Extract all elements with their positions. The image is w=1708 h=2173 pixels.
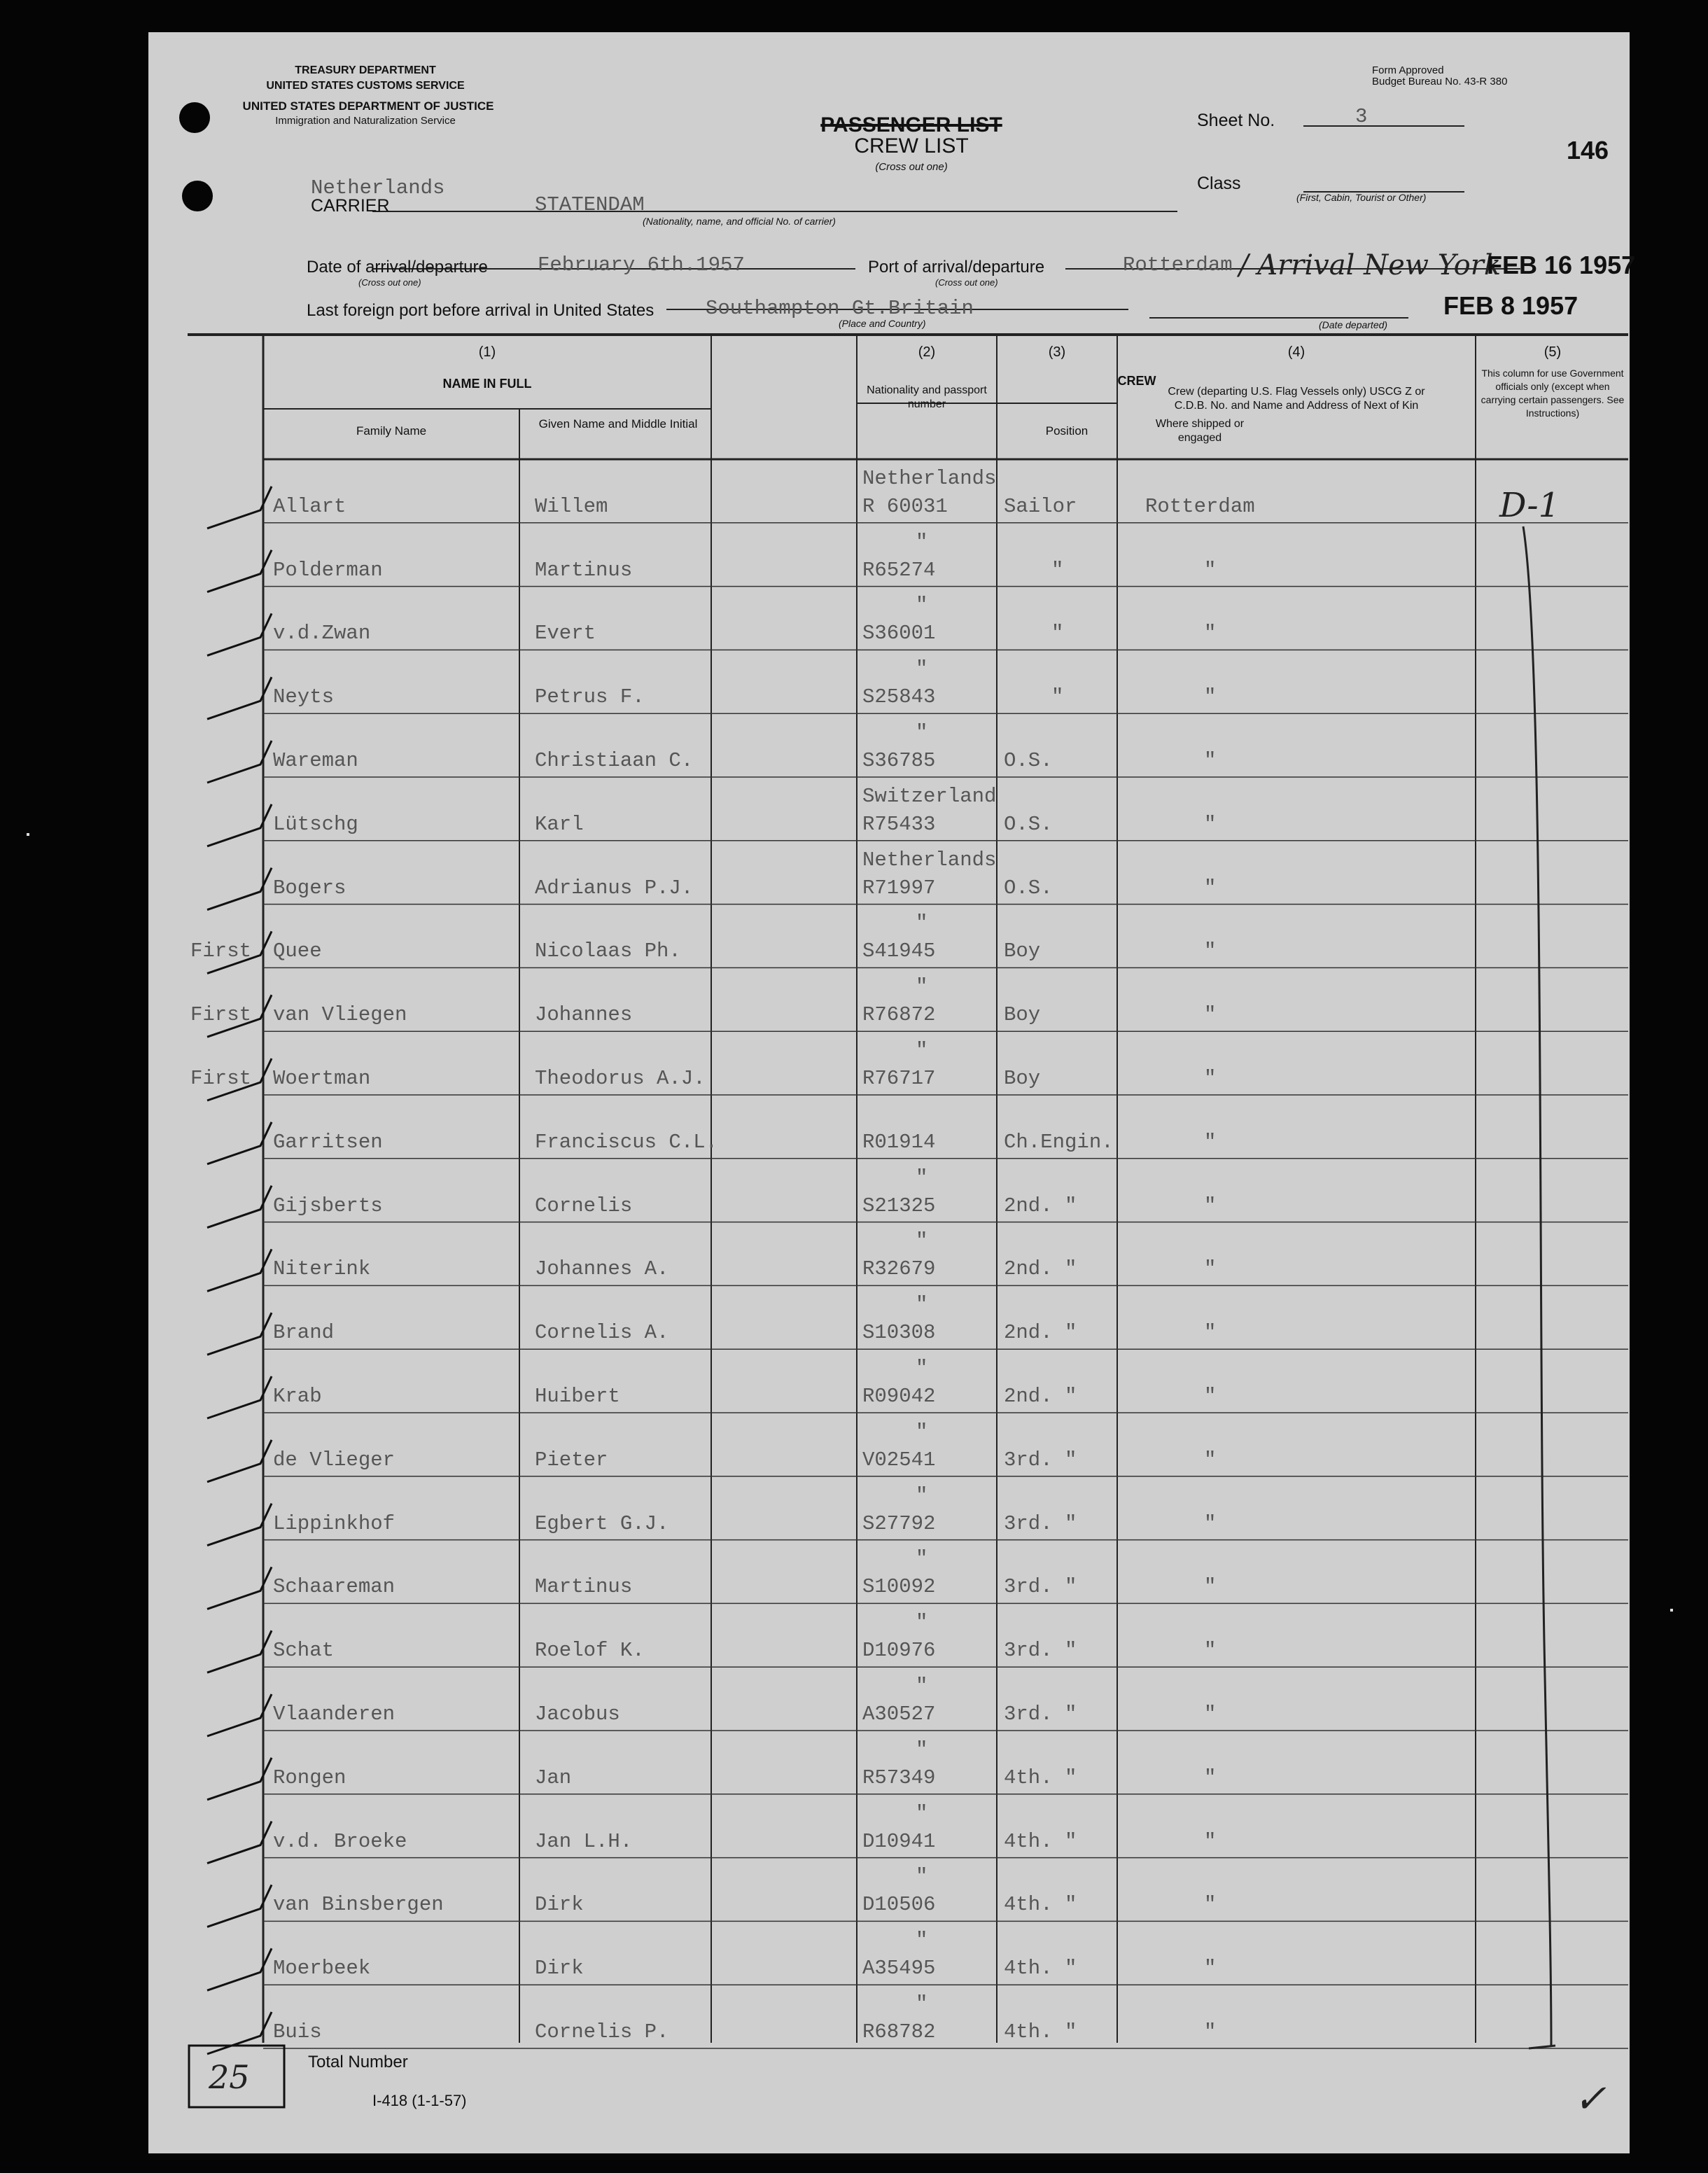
tick-mark [207,1440,272,1482]
given-name: Martinus [535,558,633,582]
nationality: Netherlands [862,848,997,872]
crew-position: Boy [1004,1003,1041,1027]
dept-justice: UNITED STATES DEPARTMENT OF JUSTICE [242,99,494,113]
nationality: " [916,911,928,935]
where-shipped: " [1204,2020,1217,2043]
tick-mark [207,1186,272,1228]
given-name: Jan L.H. [535,1829,633,1853]
family-name: Vlaanderen [273,1703,396,1726]
passport-number: R01914 [862,1130,936,1154]
given-name: Martinus [535,1575,633,1599]
passport-number: S10308 [862,1321,936,1345]
last-port-hint: (Place and Country) [839,318,926,329]
where-shipped: " [1204,1639,1217,1663]
where-shipped: " [1204,1957,1217,1980]
family-name: van Vliegen [273,1003,407,1027]
total-count: 25 [209,2058,250,2096]
where-shipped: " [1204,1067,1217,1090]
date-label: Date of arrival/departure [307,258,488,277]
date-departed-hint: (Date departed) [1319,319,1388,330]
page-number: 146 [1567,136,1609,165]
last-port-label: Last foreign port before arrival in United States [307,301,654,320]
family-name-header: Family Name [356,424,427,438]
nationality: " [916,657,928,681]
passport-number: D10976 [862,1639,936,1663]
where-shipped: " [1204,1511,1217,1535]
col1-title: NAME IN FULL [442,377,532,391]
check-mark: ✓ [1574,2076,1606,2122]
tick-mark [207,1504,272,1546]
nationality-header: Nationality and passport number [867,384,987,410]
nationality: " [916,1229,928,1253]
family-name: Niterink [273,1257,371,1281]
sheet-number: 3 [1355,105,1368,128]
family-name: van Binsbergen [273,1893,444,1917]
where-shipped: " [1204,1575,1217,1599]
crew-position: 2nd. " [1004,1194,1077,1217]
where-shipped-header: Where shipped or engaged [1155,418,1245,444]
dept-ins: Immigration and Naturalization Service [275,115,456,127]
crew-list-form [148,32,1636,2153]
tick-mark [207,1376,272,1418]
where-shipped: " [1204,1321,1217,1345]
passport-number: A30527 [862,1703,936,1726]
where-shipped: " [1204,749,1217,772]
family-name: Schaareman [273,1575,396,1599]
family-name: Gijsberts [273,1194,383,1217]
crew-header: CREW [1117,374,1156,388]
row-prefix: First [190,1067,252,1090]
tick-mark [207,1885,272,1927]
nationality: " [916,530,928,554]
nationality: " [916,1293,928,1317]
passport-number: A35495 [862,1957,936,1980]
sheet-label: Sheet No. [1197,111,1275,130]
tick-mark [207,613,272,655]
crew-position: Boy [1004,939,1041,963]
crew-position: O.S. [1004,876,1053,900]
where-shipped: Rotterdam [1145,494,1255,518]
family-name: Garritsen [273,1130,383,1154]
where-shipped: " [1204,1257,1217,1281]
given-name: Franciscus C.L. [535,1130,718,1154]
given-name: Christiaan C. [535,749,694,772]
tick-mark [207,550,272,592]
passport-number: D10941 [862,1829,936,1853]
tick-mark [207,1567,272,1609]
tick-mark [207,868,272,910]
family-name: Brand [273,1321,335,1345]
dept-customs: UNITED STATES CUSTOMS SERVICE [266,80,465,92]
where-shipped: " [1204,1703,1217,1726]
form-approved: Form Approved [1372,64,1444,76]
passport-number: S36785 [862,749,936,772]
passport-number: S10092 [862,1575,936,1599]
crew-position: 3rd. " [1004,1703,1077,1726]
class-hint: (First, Cabin, Tourist or Other) [1296,192,1427,203]
given-name: Willem [535,494,608,518]
tick-mark [207,1313,272,1355]
passport-number: S21325 [862,1194,936,1217]
where-shipped: " [1204,1003,1217,1027]
given-name: Dirk [535,1893,584,1917]
family-name: Krab [273,1385,322,1408]
passport-number: S25843 [862,685,936,709]
passport-number: R 60031 [862,494,948,518]
crew-position: 3rd. " [1004,1511,1077,1535]
given-name: Nicolaas Ph. [535,939,681,963]
port-label: Port of arrival/departure [868,258,1045,277]
given-name: Petrus F. [535,685,645,709]
given-name: Evert [535,622,596,645]
nationality: " [916,1801,928,1825]
family-name: Allart [273,494,346,518]
family-name: de Vlieger [273,1448,396,1472]
nationality: " [916,594,928,617]
carrier-nationality: Netherlands [311,176,445,200]
passport-number: R71997 [862,876,936,900]
col1-number: (1) [478,344,496,360]
crew-position: 4th. " [1004,1957,1077,1980]
given-name-header: Given Name and Middle Initial [538,417,698,431]
family-name: Quee [273,939,322,963]
tick-mark [207,1822,272,1864]
official-use-header: This column for use Government officials only (except when carrying certain passengers. See Instructions) [1480,368,1625,419]
crew-position: O.S. [1004,812,1053,836]
nationality: " [916,1611,928,1635]
given-name: Cornelis P. [535,2020,669,2043]
tick-mark [207,1122,272,1164]
where-shipped: " [1204,622,1217,645]
crew-position: O.S. [1004,749,1053,772]
where-shipped: " [1204,1130,1217,1154]
tick-mark [207,1249,272,1291]
nationality: " [916,1039,928,1062]
nationality: " [916,1738,928,1761]
nationality: " [916,1420,928,1444]
port-hint: (Cross out one) [935,277,998,288]
nationality: " [916,1483,928,1507]
carrier-name: STATENDAM [535,193,645,216]
tick-mark [207,487,272,529]
crew-position: 3rd. " [1004,1639,1077,1663]
port-value: Rotterdam [1123,253,1233,277]
class-label: Class [1197,174,1241,193]
family-name: Lütschg [273,812,358,836]
form-number: I-418 (1-1-57) [372,2092,467,2109]
passport-number: R65274 [862,558,936,582]
given-name: Roelof K. [535,1639,645,1663]
crew-position: Ch.Engin. [1004,1130,1114,1154]
form-title: CREW LIST [854,134,969,158]
struck-title: PASSENGER LIST [820,113,1002,137]
crew-position: 4th. " [1004,1893,1077,1917]
title-hint: (Cross out one) [875,161,948,173]
family-name: Schat [273,1639,335,1663]
arrival-handwritten: / Arrival New York [1239,249,1502,281]
passport-number: D10506 [862,1893,936,1917]
nationality: " [916,1675,928,1698]
crew-position: Boy [1004,1067,1041,1090]
where-shipped: " [1204,558,1217,582]
crew-position: 2nd. " [1004,1321,1077,1345]
given-name: Cornelis [535,1194,633,1217]
crew-position: 2nd. " [1004,1257,1077,1281]
family-name: Wareman [273,749,358,772]
nationality: " [916,1166,928,1189]
where-shipped: " [1204,876,1217,900]
dept-treasury: TREASURY DEPARTMENT [295,64,436,76]
nationality: " [916,1865,928,1889]
tick-mark [207,804,272,846]
family-name: Buis [273,2020,322,2043]
nationality: " [916,721,928,744]
scan-speck [27,833,29,836]
passport-number: R68782 [862,2020,936,2043]
tick-mark [207,741,272,783]
date-value: February 6th.1957 [538,253,745,277]
where-shipped: " [1204,939,1217,963]
given-name: Dirk [535,1957,584,1980]
where-shipped: " [1204,1893,1217,1917]
given-name: Pieter [535,1448,608,1472]
family-name: Neyts [273,685,335,709]
passport-number: S36001 [862,622,936,645]
given-name: Cornelis A. [535,1321,669,1345]
where-shipped: " [1204,812,1217,836]
crew-position: 3rd. " [1004,1448,1077,1472]
passport-number: R32679 [862,1257,936,1281]
crew-position: Sailor [1004,494,1077,518]
crew-position: 3rd. " [1004,1575,1077,1599]
family-name: Moerbeek [273,1957,371,1980]
crew-position: 2nd. " [1004,1385,1077,1408]
given-name: Adrianus P.J. [535,876,694,900]
where-shipped: " [1204,1448,1217,1472]
row-prefix: First [190,939,252,963]
family-name: Woertman [273,1067,371,1090]
passport-number: R09042 [862,1385,936,1408]
col4-number: (4) [1287,344,1306,360]
crew-position: " [1051,558,1064,582]
where-shipped: " [1204,685,1217,709]
nationality: " [916,1992,928,2015]
date-hint: (Cross out one) [358,277,421,288]
nationality: " [916,1929,928,1952]
given-name: Jacobus [535,1703,620,1726]
position-header: Position [1045,424,1088,438]
total-label: Total Number [308,2053,408,2071]
given-name: Theodorus A.J. [535,1067,706,1090]
family-name: Polderman [273,558,383,582]
scan-speck [1670,1609,1673,1612]
given-name: Egbert G.J. [535,1511,669,1535]
tick-mark [207,1758,272,1800]
carrier-label: CARRIER [311,196,390,216]
family-name: Lippinkhof [273,1511,396,1535]
given-name: Johannes [535,1003,633,1027]
where-shipped: " [1204,1385,1217,1408]
official-annotation: D-1 [1499,486,1560,525]
passport-number: V02541 [862,1448,936,1472]
crew-position: 4th. " [1004,1829,1077,1853]
family-name: Rongen [273,1766,346,1789]
given-name: Karl [535,812,584,836]
where-shipped: " [1204,1194,1217,1217]
col2-number: (2) [918,344,936,360]
crew-position: 4th. " [1004,1766,1077,1789]
arrival-date-stamp: FEB 16 1957 [1487,251,1636,279]
where-shipped: " [1204,1829,1217,1853]
nationality: Switzerland [862,784,997,808]
passport-number: R57349 [862,1766,936,1789]
nationality: " [916,1547,928,1571]
given-name: Jan [535,1766,572,1789]
passport-number: S27792 [862,1511,936,1535]
passport-number: R76717 [862,1067,936,1090]
nationality: " [916,975,928,999]
tick-mark [207,1694,272,1736]
family-name: v.d.Zwan [273,622,371,645]
passport-number: R76872 [862,1003,936,1027]
family-name: Bogers [273,876,346,900]
tick-mark [207,1630,272,1672]
carrier-hint: (Nationality, name, and official No. of carrier) [643,216,836,227]
tick-mark [207,1948,272,1990]
next-of-kin-header: Crew (departing U.S. Flag Vessels only) USCG Z or C.D.B. No. and Name and Address of Next of Kin [1168,386,1425,412]
tick-mark [207,2012,272,2054]
crew-position: 4th. " [1004,2020,1077,2043]
family-name: v.d. Broeke [273,1829,407,1853]
budget-bureau: Budget Bureau No. 43-R 380 [1372,76,1508,88]
nationality: Netherlands [862,466,997,490]
passport-number: S41945 [862,939,936,963]
given-name: Johannes A. [535,1257,669,1281]
col3-number: (3) [1048,344,1066,360]
given-name: Huibert [535,1385,620,1408]
passport-number: R75433 [862,812,936,836]
row-prefix: First [190,1003,252,1027]
nationality: " [916,1357,928,1380]
last-port-value: Southampton Gt.Britain [706,297,974,320]
tick-mark [207,677,272,719]
departed-date-stamp: FEB 8 1957 [1443,291,1578,320]
crew-position: " [1051,622,1064,645]
where-shipped: " [1204,1766,1217,1789]
crew-position: " [1051,685,1064,709]
col5-number: (5) [1544,344,1562,360]
